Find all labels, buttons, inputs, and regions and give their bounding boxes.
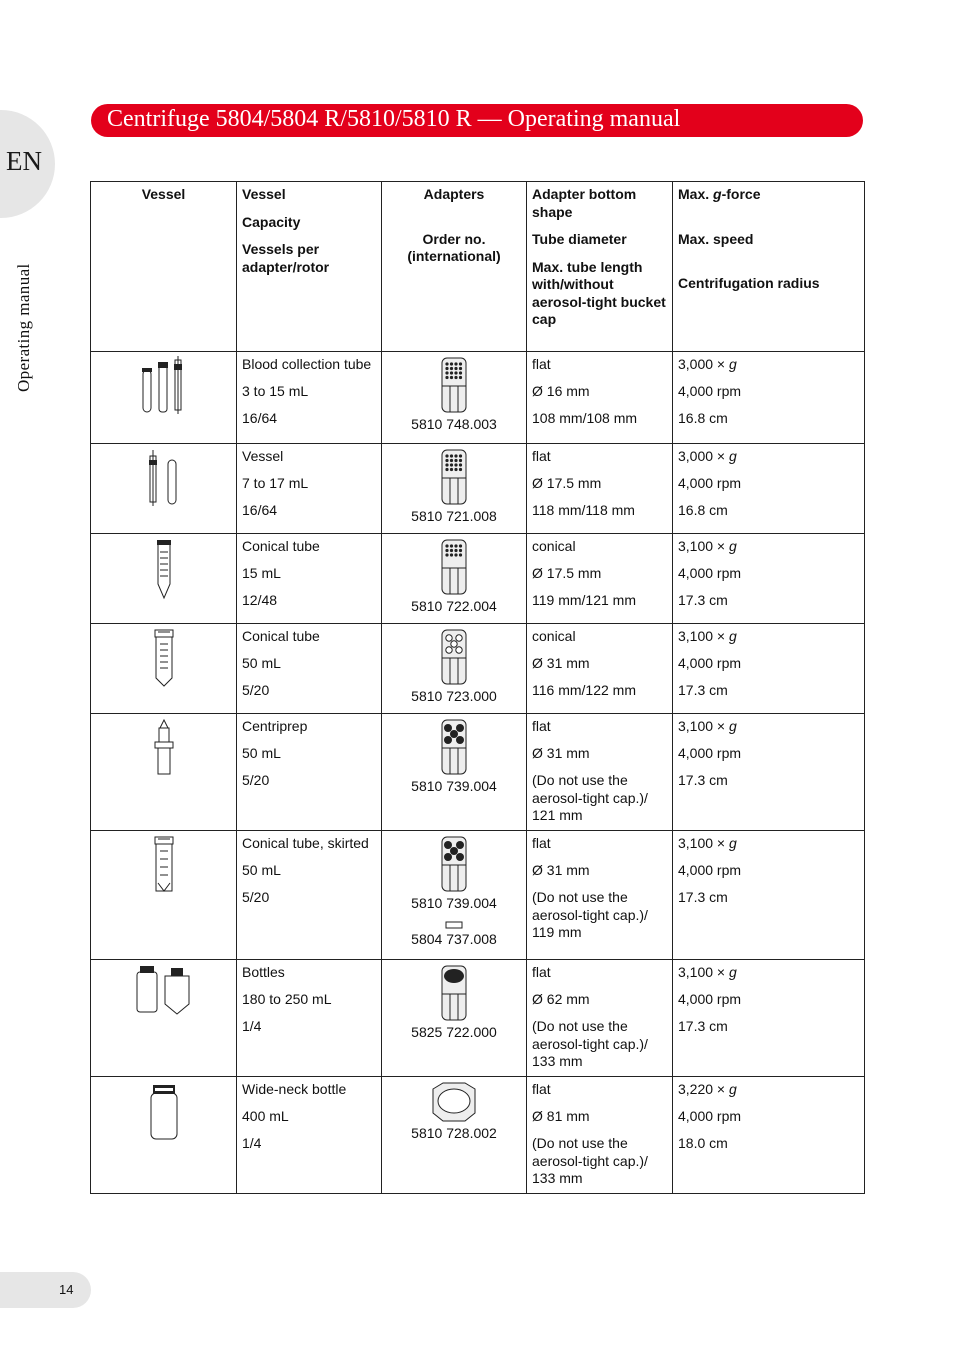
centrifugation-radius: 17.3 cm	[678, 889, 728, 905]
order-number: 5810 739.004	[411, 895, 497, 911]
adapter-shape-cell	[527, 960, 673, 1077]
bottom-shape: flat	[532, 448, 551, 464]
force-cell	[673, 831, 865, 960]
header-max-force: Max. g-force Max. speed Centrifugation radius	[673, 182, 865, 352]
max-force: 3,100 × g	[678, 538, 737, 554]
language-label: EN	[6, 146, 42, 176]
bottom-shape: flat	[532, 1081, 551, 1097]
force-cell	[673, 960, 865, 1077]
centrifugation-radius: 17.3 cm	[678, 1018, 728, 1034]
table-row	[91, 352, 865, 444]
centrifugation-radius: 17.3 cm	[678, 772, 728, 788]
vessel-name: Vessel	[242, 448, 284, 464]
max-force: 3,100 × g	[678, 628, 737, 644]
capacity: 50 mL	[242, 862, 281, 878]
adapter-shape-cell	[527, 831, 673, 960]
header-vessel-image: Vessel	[91, 182, 237, 352]
vessel-name: Blood collection tube	[242, 356, 372, 372]
vessel-image	[91, 960, 237, 1077]
tube-diameter: Ø 31 mm	[532, 745, 590, 761]
capacity: 180 to 250 mL	[242, 991, 332, 1007]
tube-diameter: Ø 81 mm	[532, 1108, 590, 1124]
table-row	[91, 444, 865, 534]
max-force: 3,000 × g	[678, 448, 737, 464]
vessel-name: Conical tube, skirted	[242, 835, 369, 851]
vessel-cell	[237, 831, 382, 960]
bottom-shape: flat	[532, 835, 551, 851]
max-speed: 4,000 rpm	[678, 383, 742, 399]
vessels-per-adapter: 1/4	[242, 1018, 262, 1034]
bottom-shape: flat	[532, 356, 551, 372]
vessels-per-adapter: 16/64	[242, 410, 278, 426]
header-adapters: Adapters Order no. (international)	[382, 182, 527, 352]
max-force: 3,100 × g	[678, 718, 737, 734]
force-cell	[673, 624, 865, 714]
table-row	[91, 714, 865, 831]
vessel-cell	[237, 1077, 382, 1194]
vessels-per-adapter: 16/64	[242, 502, 278, 518]
max-tube-length: 116 mm/122 mm	[532, 682, 636, 698]
adapter-cell	[382, 534, 527, 624]
vessel-cell	[237, 714, 382, 831]
max-tube-length: 118 mm/118 mm	[532, 502, 635, 518]
bottom-shape: flat	[532, 718, 551, 734]
vessel-image	[91, 352, 237, 444]
side-label: Operating manual	[14, 263, 33, 392]
table-header-row	[91, 182, 865, 352]
order-number: 5810 728.002	[411, 1125, 497, 1141]
max-speed: 4,000 rpm	[678, 745, 742, 761]
vessels-per-adapter: 5/20	[242, 682, 270, 698]
capacity: 15 mL	[242, 565, 281, 581]
max-tube-length: 119 mm/121 mm	[532, 592, 636, 608]
table-row	[91, 624, 865, 714]
order-number: 5810 723.000	[411, 688, 497, 704]
vessel-name: Bottles	[242, 964, 285, 980]
force-cell	[673, 534, 865, 624]
vessel-image	[91, 534, 237, 624]
force-cell	[673, 714, 865, 831]
max-tube-length: (Do not use the aerosol-tight cap.)/ 133 mm	[532, 1135, 648, 1186]
order-number: 5810 739.004	[411, 778, 497, 794]
adapter-cell	[382, 831, 527, 960]
bottom-shape: flat	[532, 964, 551, 980]
order-number: 5810 722.004	[411, 598, 497, 614]
vessel-image	[91, 714, 237, 831]
adapter-shape-cell	[527, 1077, 673, 1194]
order-number: 5810 721.008	[411, 508, 497, 524]
capacity: 50 mL	[242, 655, 281, 671]
adapter-cell	[382, 624, 527, 714]
header-bar	[91, 104, 863, 137]
max-force: 3,220 × g	[678, 1081, 737, 1097]
adapter-cell	[382, 714, 527, 831]
adapter-cell	[382, 352, 527, 444]
vessel-image	[91, 1077, 237, 1194]
capacity: 7 to 17 mL	[242, 475, 309, 491]
order-number: 5810 748.003	[411, 416, 497, 432]
bottom-shape: conical	[532, 538, 576, 554]
vessels-per-adapter: 12/48	[242, 592, 278, 608]
adapter-shape-cell	[527, 714, 673, 831]
capacity: 400 mL	[242, 1108, 289, 1124]
vessel-cell	[237, 352, 382, 444]
order-number: 5804 737.008	[411, 930, 497, 947]
max-speed: 4,000 rpm	[678, 991, 742, 1007]
table-row	[91, 960, 865, 1077]
adapter-shape-cell	[527, 534, 673, 624]
centrifugation-radius: 16.8 cm	[678, 410, 728, 426]
page-number-tab	[0, 1272, 91, 1308]
max-speed: 4,000 rpm	[678, 1108, 742, 1124]
force-cell	[673, 352, 865, 444]
page-number: 14	[59, 1282, 74, 1297]
max-force: 3,100 × g	[678, 964, 737, 980]
vessel-cell	[237, 624, 382, 714]
vessel-name: Conical tube	[242, 538, 320, 554]
max-speed: 4,000 rpm	[678, 565, 742, 581]
tube-diameter: Ø 31 mm	[532, 862, 590, 878]
adapter-cell	[382, 1077, 527, 1194]
max-force: 3,000 × g	[678, 356, 737, 372]
force-cell	[673, 1077, 865, 1194]
table-row	[91, 831, 865, 960]
vessels-per-adapter: 1/4	[242, 1135, 262, 1151]
max-force: 3,100 × g	[678, 835, 737, 851]
tube-diameter: Ø 16 mm	[532, 383, 590, 399]
vessel-cell	[237, 960, 382, 1077]
vessel-name: Conical tube	[242, 628, 320, 644]
max-tube-length: (Do not use the aerosol-tight cap.)/ 119 mm	[532, 889, 648, 940]
vessel-cell	[237, 534, 382, 624]
table-row	[91, 534, 865, 624]
adapter-shape-cell	[527, 352, 673, 444]
tube-diameter: Ø 62 mm	[532, 991, 590, 1007]
centrifugation-radius: 18.0 cm	[678, 1135, 728, 1151]
bottom-shape: conical	[532, 628, 576, 644]
max-speed: 4,000 rpm	[678, 475, 742, 491]
adapter-shape-cell	[527, 444, 673, 534]
vessels-per-adapter: 5/20	[242, 889, 270, 905]
vessel-image	[91, 831, 237, 960]
adapter-shape-cell	[527, 624, 673, 714]
vessel-name: Wide-neck bottle	[242, 1081, 347, 1097]
table-row	[91, 1077, 865, 1194]
page-title: Centrifuge 5804/5804 R/5810/5810 R — Operating manual	[107, 106, 681, 132]
adapter-cell	[382, 444, 527, 534]
capacity: 3 to 15 mL	[242, 383, 309, 399]
max-speed: 4,000 rpm	[678, 862, 742, 878]
header-adapter-shape: Adapter bottom shape Tube diameter Max. tube length with/without aerosol-tight bucket cap	[527, 182, 673, 352]
centrifugation-radius: 17.3 cm	[678, 592, 728, 608]
adapter-cell	[382, 960, 527, 1077]
max-tube-length: 108 mm/108 mm	[532, 410, 638, 426]
capacity: 50 mL	[242, 745, 281, 761]
centrifugation-radius: 16.8 cm	[678, 502, 728, 518]
vessel-image	[91, 624, 237, 714]
tube-diameter: Ø 17.5 mm	[532, 565, 602, 581]
order-number: 5825 722.000	[411, 1024, 497, 1040]
tube-diameter: Ø 17.5 mm	[532, 475, 602, 491]
max-tube-length: (Do not use the aerosol-tight cap.)/ 121 mm	[532, 772, 648, 823]
header-vessel: Vessel Capacity Vessels per adapter/rotor	[237, 182, 382, 352]
force-cell	[673, 444, 865, 534]
adapter-table	[90, 181, 865, 1194]
vessel-cell	[237, 444, 382, 534]
vessels-per-adapter: 5/20	[242, 772, 270, 788]
vessel-image	[91, 444, 237, 534]
max-tube-length: (Do not use the aerosol-tight cap.)/ 133 mm	[532, 1018, 648, 1069]
tube-diameter: Ø 31 mm	[532, 655, 590, 671]
centrifugation-radius: 17.3 cm	[678, 682, 728, 698]
max-speed: 4,000 rpm	[678, 655, 742, 671]
vessel-name: Centriprep	[242, 718, 308, 734]
